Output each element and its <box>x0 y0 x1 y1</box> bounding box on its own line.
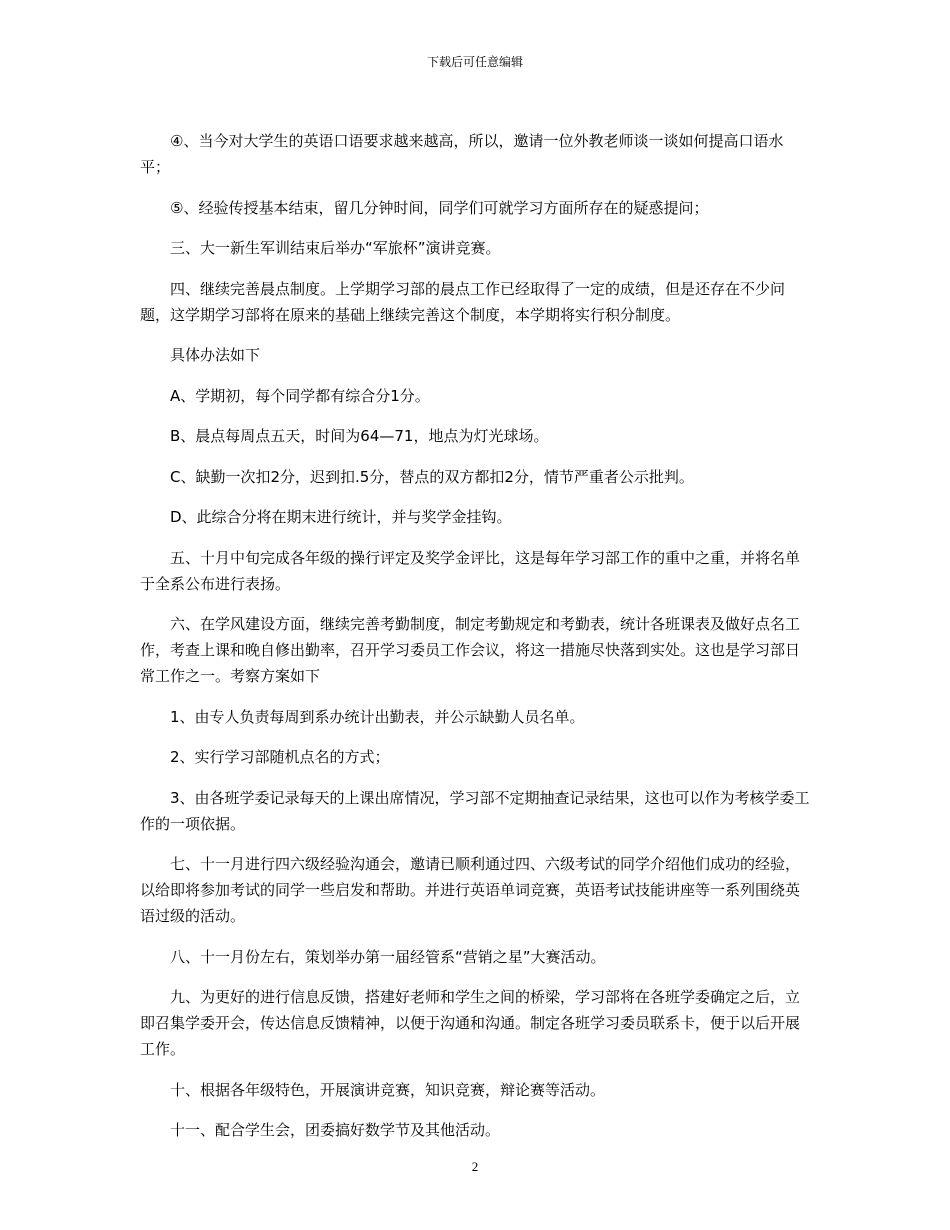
paragraph: 十、根据各年级特色，开展演讲竞赛，知识竞赛，辩论赛等活动。 <box>170 1080 606 1099</box>
paragraph: 七、十一月进行四六级经验沟通会，邀请已顺利通过四、六级考试的同学介绍他们成功的经验，以给即将参加考试的同学一些启发和帮助。并进行英语单词竞赛，英语考试技能讲座等一系列围绕英语过级的活动。 <box>140 855 801 925</box>
paragraph: 四、继续完善晨点制度。上学期学习部的晨点工作已经取得了一定的成绩，但是还存在不少问题，这学期学习部将在原来的基础上继续完善这个制度，本学期将实行积分制度。 <box>140 279 786 324</box>
page-number: 2 <box>471 1159 479 1174</box>
paragraph: 2、实行学习部随机点名的方式； <box>170 748 390 766</box>
paragraph: 八、十一月份左右，策划举办第一届经管系“营销之星”大赛活动。 <box>170 947 606 966</box>
paragraph: 十一、配合学生会，团委搞好数学节及其他活动。 <box>170 1121 501 1139</box>
paragraph: 1、由专人负责每周到系办统计出勤表，并公示缺勤人员名单。 <box>170 707 585 726</box>
document-body <box>140 128 810 1158</box>
paragraph: ⑤、经验传授基本结束，留几分钟时间，同学们可就学习方面所存在的疑惑提问； <box>170 198 709 217</box>
paragraph: C、缺勤一次扣2分，迟到扣.5分，替点的双方都扣2分，情节严重者公示批判。 <box>170 467 694 486</box>
paragraph: 六、在学风建设方面，继续完善考勤制度，制定考勤规定和考勤表，统计各班课表及做好点名工作，考查上课和晚自修出勤率，召开学习委员工作会议，将这一措施尽快落到实处。这也是学习部日常工作之一。考察方案如下 <box>140 615 801 685</box>
paragraph: 五、十月中旬完成各年级的操行评定及奖学金评比，这是每年学习部工作的重中之重，并将名单于全系公布进行表扬。 <box>140 548 801 593</box>
paragraph: 3、由各班学委记录每天的上课出席情况，学习部不定期抽查记录结果，这也可以作为考核学委工作的一项依据。 <box>140 788 810 833</box>
paragraph: B、晨点每周点五天，时间为64—71，地点为灯光球场。 <box>170 427 549 445</box>
paragraph: 三、大一新生军训结束后举办“军旅杯”演讲竞赛。 <box>170 239 501 257</box>
paragraph: D、此综合分将在期末进行统计，并与奖学金挂钩。 <box>170 508 512 526</box>
paragraph: ④、当今对大学生的英语口语要求越来越高，所以，邀请一位外教老师谈一谈如何提高口语水平； <box>140 132 784 176</box>
page-header: 下载后可任意编辑 <box>426 55 523 69</box>
paragraph: 九、为更好的进行信息反馈，搭建好老师和学生之间的桥梁，学习部将在各班学委确定之后，立即召集学委开会，传达信息反馈精神，以便于沟通和沟通。制定各班学习委员联系卡，便于以后开展工作。 <box>140 988 801 1058</box>
paragraph: A、学期初，每个同学都有综合分1分。 <box>170 386 430 405</box>
paragraph: 具体办法如下 <box>170 346 261 364</box>
